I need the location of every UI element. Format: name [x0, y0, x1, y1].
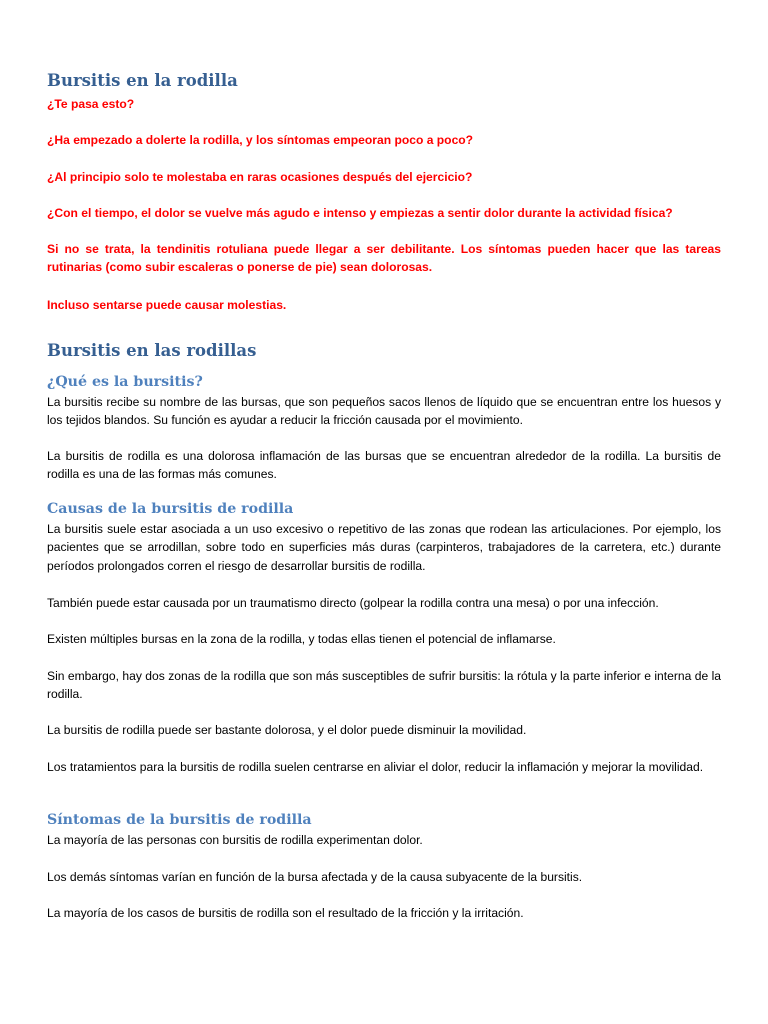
body-paragraph: Los tratamientos para la bursitis de rodilla suelen centrarse en aliviar el dolor, reducir la inflamación y mejorar la movilidad. [47, 760, 704, 774]
body-paragraph: Sin embargo, hay dos zonas de la rodilla que son más susceptibles de sufrir bursitis: la rótula y la parte inferior e interna de la rodilla. [47, 669, 721, 702]
body-paragraph: Los demás síntomas varían en función de la bursa afectada y de la causa subyacente de la bursitis. [47, 870, 583, 884]
body-paragraph: Existen múltiples bursas en la zona de la rodilla, y todas ellas tienen el potencial de inflamarse. [47, 632, 556, 646]
what-heading: ¿Qué es la bursitis? [47, 374, 203, 390]
causes-heading: Causas de la bursitis de rodilla [47, 501, 294, 517]
intro-line: ¿Al principio solo te molestaba en raras ocasiones después del ejercicio? [47, 170, 473, 184]
body-paragraph: La mayoría de los casos de bursitis de rodilla son el resultado de la fricción y la irritación. [47, 906, 524, 920]
page-title: Bursitis en la rodilla [47, 71, 238, 90]
intro-line: ¿Te pasa esto? [47, 97, 135, 111]
body-paragraph: También puede estar causada por un traumatismo directo (golpear la rodilla contra una mesa) o por una infección. [47, 596, 659, 610]
intro-line: Incluso sentarse puede causar molestias. [47, 298, 287, 312]
body-paragraph: La bursitis recibe su nombre de las bursas, que son pequeños sacos llenos de líquido que se encuentran entre los huesos y los tejidos blandos. Su función es ayudar a reducir la fricción causada por el movimiento. [47, 395, 721, 428]
body-paragraph: La bursitis suele estar asociada a un uso excesivo o repetitivo de las zonas que rodean las articulaciones. Por ejemplo, los pacientes que se arrodillan, sobre todo en superficies más duras (carpinteros, trabajadores de la carretera, etc.) durante períodos prolongados corren el riesgo de desarrollar bursitis de rodilla. [47, 522, 721, 573]
section-title: Bursitis en las rodillas [47, 341, 257, 360]
intro-paragraph: Si no se trata, la tendinitis rotuliana puede llegar a ser debilitante. Los síntomas pueden hacer que las tareas rutinarias (como subir escaleras o ponerse de pie) sean dolorosas. [47, 242, 721, 274]
body-paragraph: La mayoría de las personas con bursitis de rodilla experimentan dolor. [47, 833, 423, 847]
body-paragraph: La bursitis de rodilla es una dolorosa inflamación de las bursas que se encuentran alrededor de la rodilla. La bursitis de rodilla es una de las formas más comunes. [47, 449, 721, 482]
intro-line: ¿Ha empezado a dolerte la rodilla, y los síntomas empeoran poco a poco? [47, 133, 474, 147]
symptoms-heading: Síntomas de la bursitis de rodilla [47, 812, 312, 828]
intro-line: ¿Con el tiempo, el dolor se vuelve más agudo e intenso y empiezas a sentir dolor durante la actividad física? [47, 206, 673, 220]
body-paragraph: La bursitis de rodilla puede ser bastante dolorosa, y el dolor puede disminuir la movilidad. [47, 723, 527, 737]
